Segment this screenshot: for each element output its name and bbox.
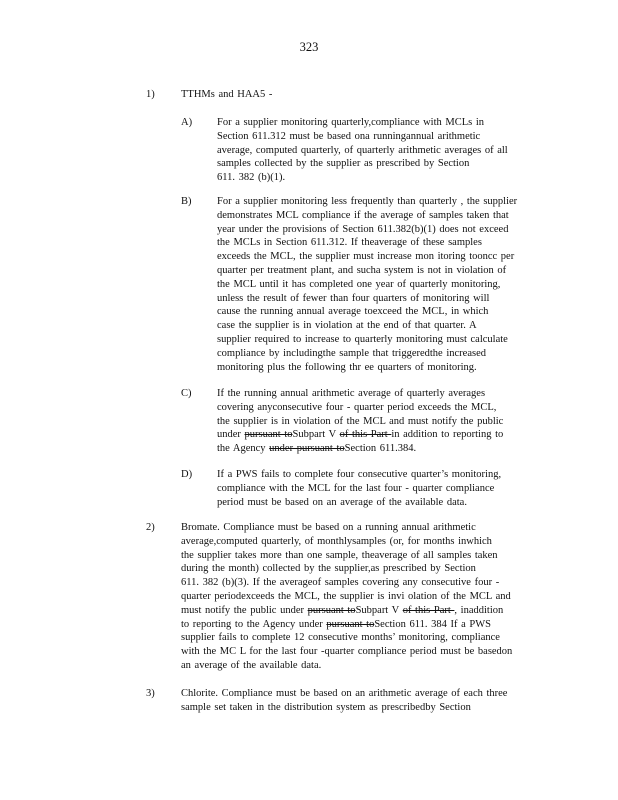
item-2-line: 611. 382 (b)(3). If the averageof samples covering any consecutive four -	[181, 577, 500, 589]
item-1a-paragraph	[217, 116, 539, 185]
item-1-title: TTHMs and HAA5 -	[181, 89, 273, 100]
item-1-number: 1)	[146, 89, 155, 100]
struck-text: pursuant to	[244, 429, 293, 441]
item-1a-line: 611. 382 (b)(1).	[217, 172, 286, 184]
item-2-line: an average of the available data.	[181, 659, 322, 671]
item-1a-line: Section 611.312 must be based ona runningannual arithmetic	[217, 130, 481, 142]
item-2-line-1	[181, 521, 539, 535]
item-1b-line: exceeds the MCL, the supplier must increase mon itoring tooncc per	[217, 251, 515, 263]
item-1c-letter: C)	[181, 388, 192, 399]
item-1b-paragraph	[217, 195, 539, 374]
text-segment: must notify the public under	[181, 604, 308, 616]
page-number: 323	[299, 40, 319, 54]
item-1b-line: unless the result of fewer than four quarters of monitoring will	[217, 292, 490, 304]
item-1c-line-5	[217, 442, 539, 456]
item-2-line: average,computed quarterly, of monthlysamples (or, for months inwhich	[181, 535, 492, 547]
text-segment: under	[217, 429, 245, 441]
item-1b-line: compliance by includingthe sample that triggeredthe increased	[217, 347, 486, 359]
item-2-line: quarter periodexceeds the MCL, the supplier is invi olation of the MCL and	[181, 590, 511, 602]
item-1b-line: case the supplier is in violation at the end of that quarter. A	[217, 320, 477, 332]
item-1c-line-4	[217, 428, 539, 442]
item-1b-line: demonstrates MCL compliance if the average of samples taken that	[217, 209, 509, 221]
item-3-line-1	[181, 687, 539, 701]
item-1d-line: If a PWS fails to complete four consecutive quarter’s monitoring,	[217, 469, 502, 480]
item-1a-line: average, computed quarterly, of quarterly arithmetic averages of all	[217, 144, 508, 156]
item-1c-paragraph	[217, 387, 539, 456]
item-1b-letter: B)	[181, 196, 192, 207]
text-segment: Section 611.384.	[344, 443, 417, 455]
struck-text: pursuant to	[326, 618, 375, 630]
item-1a-letter: A)	[181, 117, 193, 128]
item-1b-line: monitoring plus the following thr ee quarters of monitoring.	[217, 361, 477, 373]
item-3-number: 3)	[146, 688, 155, 699]
text-segment: the Agency	[217, 443, 270, 455]
item-1c-line: the supplier is in violation of the MCL and must notify the public	[217, 415, 504, 427]
item-2-line: supplier fails to complete 12 consecutive months’ monitoring, compliance	[181, 632, 500, 644]
item-1a-line: For a supplier monitoring quarterly,compliance with MCLs in	[217, 117, 485, 128]
struck-text: of this Part	[339, 429, 392, 441]
text-segment: Compliance must be based on an arithmetic average of each three	[218, 688, 508, 699]
item-2-paragraph	[181, 521, 539, 673]
item-3-line: sample set taken in the distribution system as prescribedby Section	[181, 701, 471, 713]
item-2-number: 2)	[146, 522, 155, 533]
item-1d-paragraph	[217, 468, 539, 509]
item-2-title: Bromate.	[181, 522, 220, 533]
item-1c-line: If the running annual arithmetic average of quarterly averages	[217, 388, 486, 399]
struck-text: of this Part	[402, 604, 455, 616]
text-segment: to reporting to the Agency under	[181, 618, 327, 630]
item-2-line: with the MC L for the last four -quarter compliance period must be basedon	[181, 646, 513, 658]
item-3-paragraph	[181, 687, 539, 715]
item-1b-line: the MCLs in Section 611.312. If theaverage of these samples	[217, 237, 482, 249]
item-1b-line: quarter per treatment plant, and sucha system is not in violation of	[217, 264, 507, 276]
item-2-line-7	[181, 604, 539, 618]
item-1b-line: supplier required to increase to quarterly monitoring must calculate	[217, 333, 508, 345]
item-1-heading	[181, 88, 561, 102]
text-segment: Subpart V	[355, 604, 403, 616]
item-1d-line: compliance with the MCL for the last four - quarter compliance	[217, 482, 495, 494]
item-1b-line: For a supplier monitoring less frequently than quarterly , the supplier	[217, 196, 518, 207]
item-1c-line: covering anyconsecutive four - quarter period exceeds the MCL,	[217, 401, 497, 413]
struck-text: pursuant to	[307, 604, 356, 616]
item-3-title: Chlorite.	[181, 688, 219, 699]
item-1a-line: samples collected by the supplier as prescribed by Section	[217, 158, 470, 170]
item-1b-line: the MCL until it has completed one year of quarterly monitoring,	[217, 278, 501, 290]
text-segment: , inaddition	[454, 604, 504, 616]
struck-text: under pursuant to	[269, 443, 345, 455]
item-1d-line: period must be based on an average of the available data.	[217, 496, 467, 508]
text-segment: Subpart V	[292, 429, 340, 441]
text-segment: Compliance must be based on a running annual arithmetic	[219, 522, 476, 533]
item-2-line: the supplier takes more than one sample, theaverage of all samples taken	[181, 549, 498, 561]
text-segment: Section 611. 384 If a PWS	[374, 618, 491, 630]
text-segment: in addition to reporting to	[391, 429, 504, 441]
item-1d-letter: D)	[181, 469, 193, 480]
item-1b-line: year under the provisions of Section 611.382(b)(1) does not exceed	[217, 223, 509, 235]
item-1b-line: cause the running annual average toexceed the MCL, in which	[217, 306, 489, 318]
item-2-line: during the month) collected by the supplier,as prescribed by Section	[181, 563, 476, 575]
item-2-line-8	[181, 618, 539, 632]
